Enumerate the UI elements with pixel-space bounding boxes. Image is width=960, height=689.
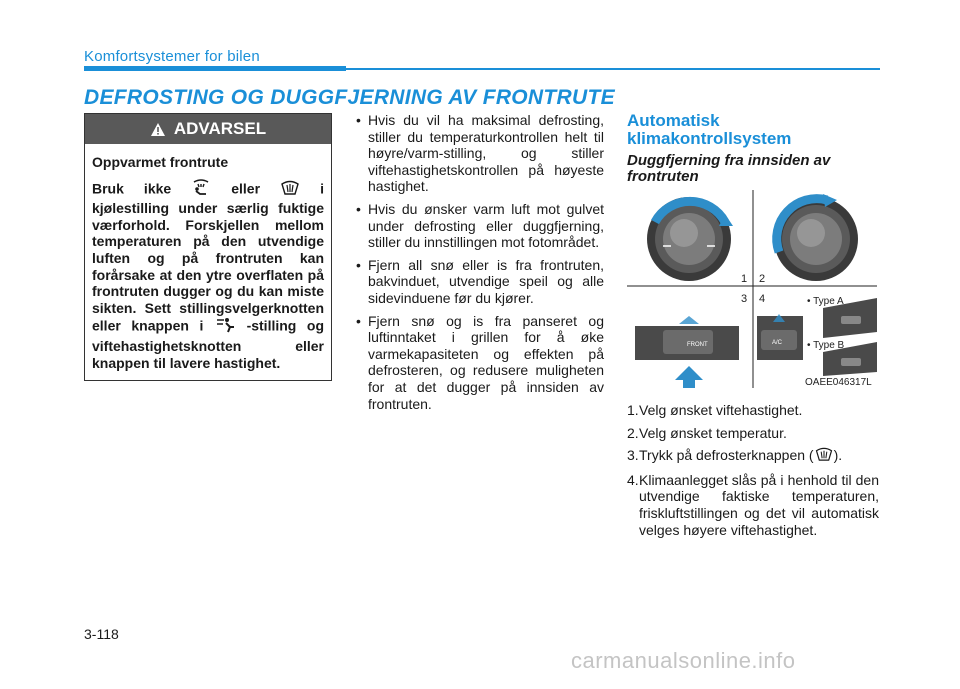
figure-label-1: 1: [741, 273, 748, 285]
defrost-icon: [814, 447, 834, 466]
tips-list: [356, 112, 604, 412]
step-text-pre: Trykk på defrosterknappen (: [639, 447, 814, 464]
figure-label-3: 3: [741, 293, 748, 305]
step-number: 3.: [627, 447, 639, 464]
warning-text-2: eller: [231, 180, 261, 197]
warning-text: [92, 179, 324, 372]
climate-control-figure: [627, 190, 877, 390]
section-header: Komfortsystemer for bilen: [84, 48, 260, 65]
section-heading: Automatisk klimakontrollsystem: [627, 111, 792, 148]
steps-list: [627, 402, 879, 544]
floor-defrost-icon: [191, 179, 211, 201]
section-subheading: Duggfjerning fra innsiden av frontruten: [627, 152, 831, 185]
list-item: • Fjern snø og is fra panseret og luftinntaket i grillen for å øke varmekapasiteten og effekten på defrosteren, og redusere muligheten for at det dugger på innsiden av frontruten.: [356, 313, 604, 413]
step-text: Klimaanlegget slås på i henhold til den utvendige faktiske temperaturen, friskluftstillingen og det vil automatisk velges høyere viftehastighet.: [639, 471, 879, 538]
ac-button: [757, 314, 803, 360]
ac-button-label: A/C: [772, 340, 783, 346]
warning-text-3: i kjølestilling under særlig fuktige værforhold. Forskjellen mellom temperaturen på den utvendige luften og på frontruten kan forårsake at den ytre overflaten på frontruten dugger og du kan miste sikten. Sett stillingsvelgerknotten eller knappen i: [92, 180, 324, 334]
step-number: 4.: [627, 471, 639, 488]
page-number: 3-118: [84, 626, 119, 642]
warning-label: ADVARSEL: [173, 119, 267, 138]
list-item: [627, 425, 879, 442]
watermark: carmanualsonline.info: [571, 648, 796, 673]
figure-label-4: 4: [759, 293, 766, 305]
middle-column: [356, 112, 604, 418]
list-item: • Hvis du ønsker varm luft mot gulvet under defrosting eller duggfjerning, stiller du innstillingen mot fotområdet.: [356, 201, 604, 251]
header-rule-thin: [346, 68, 880, 70]
type-a-label: • Type A: [807, 296, 844, 307]
list-item: [627, 472, 879, 538]
front-defrost-button: [635, 316, 739, 388]
warning-header: [85, 114, 331, 144]
warning-text-1: Bruk ikke: [92, 180, 172, 197]
defrost-icon: [280, 180, 300, 200]
step-text-post: ).: [833, 447, 843, 464]
warning-text-4: -stilling og viftehastighetsknotten eller knappen til lavere hastighet.: [92, 317, 325, 371]
header-rule-thick: [84, 66, 346, 71]
step-text: Velg ønsket viftehastighet.: [639, 402, 803, 418]
fan-speed-knob: [647, 197, 733, 281]
warning-box: [84, 113, 332, 381]
list-item: [627, 447, 879, 466]
warning-triangle-icon: [150, 122, 166, 137]
figure-code: OAEE046317L: [805, 377, 872, 388]
step-text: Velg ønsket temperatur.: [639, 424, 787, 441]
list-item: [627, 402, 879, 419]
front-button-label: FRONT: [687, 342, 708, 348]
temperature-knob: [774, 194, 858, 281]
figure-label-2: 2: [759, 273, 766, 285]
list-item: • Hvis du vil ha maksimal defrosting, stiller du temperaturkontrollen helt til høyre/varm-stilling, og stiller viftehastighetskontrollen på høyeste hastighet.: [356, 112, 604, 195]
warning-subtitle: Oppvarmet frontrute: [92, 154, 229, 170]
list-item: • Fjern all snø eller is fra frontruten, bakvinduet, utvendige speil og alle sidevinduene før du kjører.: [356, 257, 604, 307]
page-title: DEFROSTING OG DUGGFJERNING AV FRONTRUTE: [84, 86, 615, 109]
type-b-label: • Type B: [807, 340, 845, 351]
feet-airflow-icon: [214, 316, 236, 338]
step-number: 1.: [627, 402, 639, 418]
step-number: 2.: [627, 424, 639, 441]
